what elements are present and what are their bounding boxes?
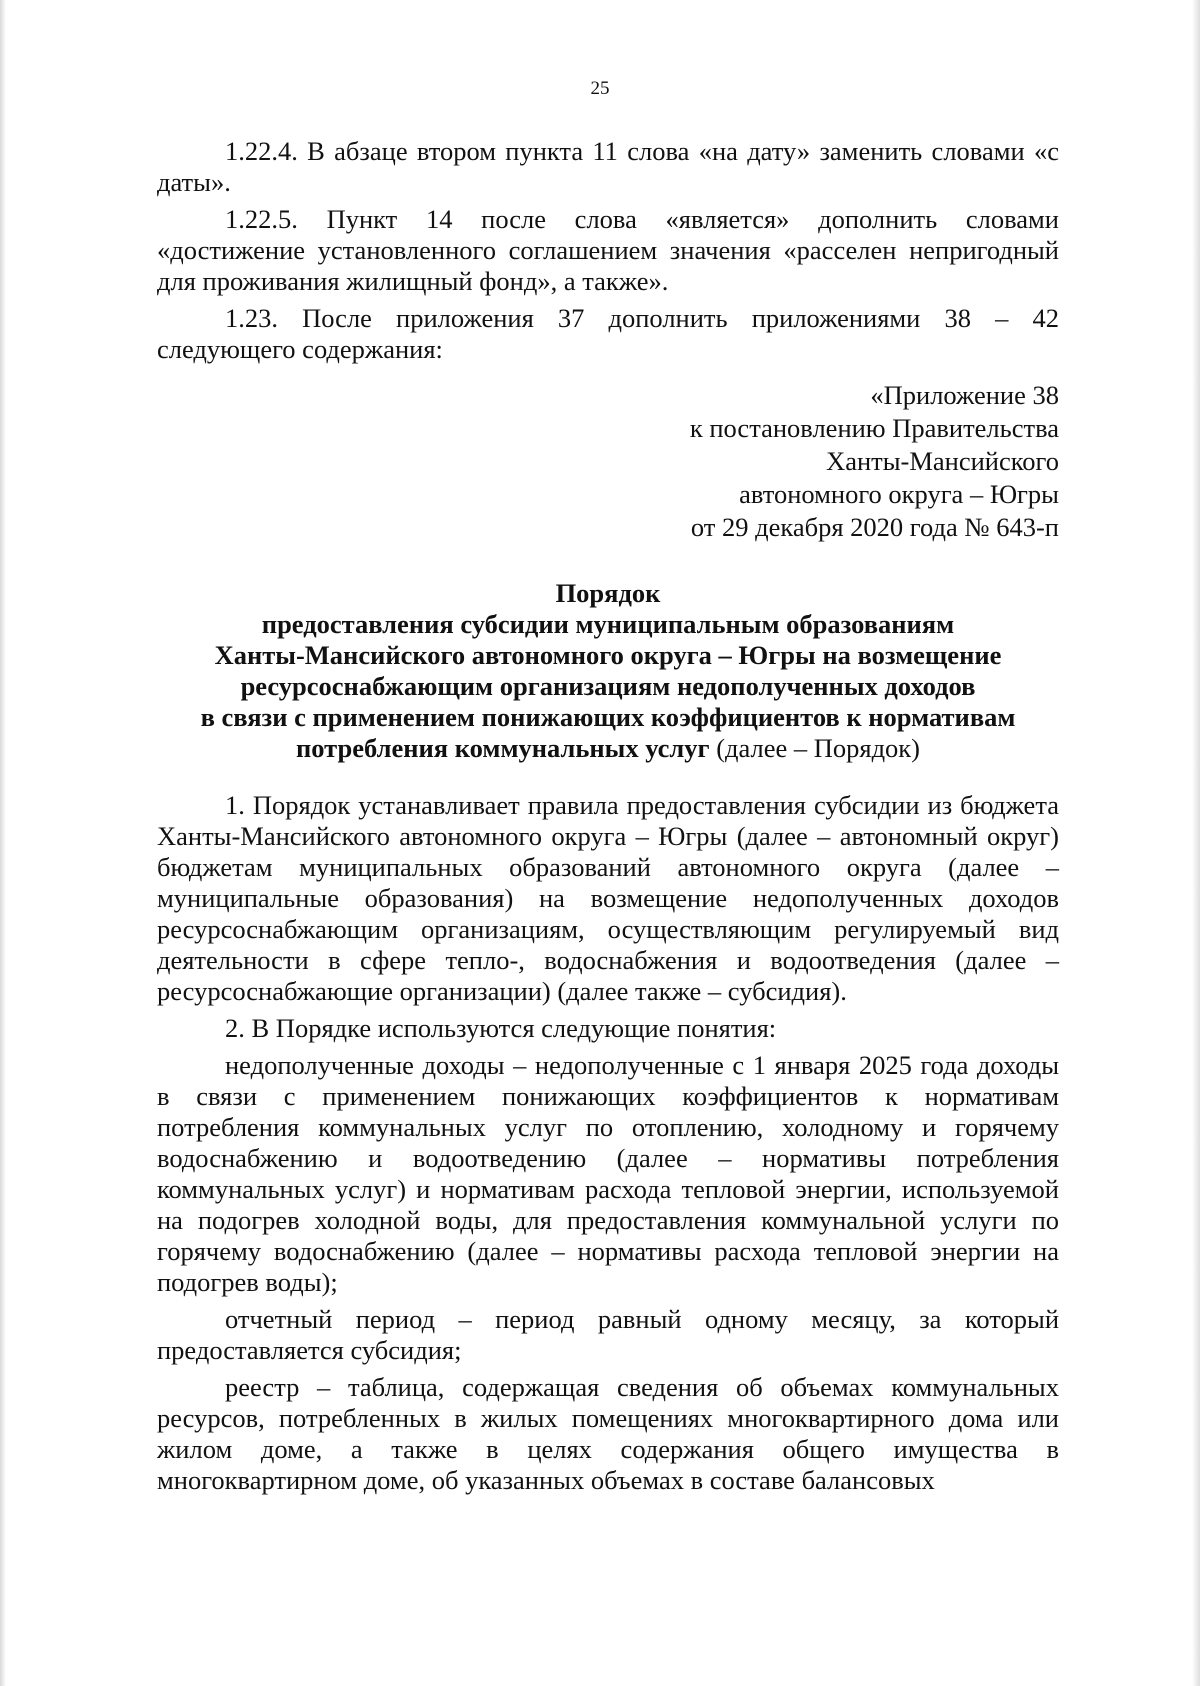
scan-edge-right <box>1192 0 1200 1686</box>
paragraph-1-23: 1.23. После приложения 37 дополнить приложениями 38 – 42 следующего содержания: <box>157 303 1059 364</box>
definition-registry: реестр – таблица, содержащая сведения об объемах коммунальных ресурсов, потребленных в жилых помещениях многоквартирного дома или жилом доме, а также в целях содержания общего имущества в многоквартирном доме, об указанных объемах в составе балансовых <box>157 1372 1059 1495</box>
page-number: 25 <box>590 78 610 99</box>
appendix-line: автономного округа – Югры <box>739 479 1059 509</box>
appendix-line: Ханты-Мансийского <box>826 446 1059 476</box>
appendix-line: от 29 декабря 2020 года № 643-п <box>690 512 1059 542</box>
document-title <box>157 578 1059 764</box>
title-last-bold: потребления коммунальных услуг <box>296 733 710 763</box>
title-line: Ханты-Мансийского автономного округа – Югры на возмещение <box>214 640 1002 670</box>
scan-edge-left <box>0 0 6 1686</box>
title-last-line <box>157 733 1059 764</box>
title-line: в связи с применением понижающих коэффициентов к нормативам <box>200 702 1016 732</box>
title-line: ресурсоснабжающим организациям недополученных доходов <box>240 671 976 701</box>
appendix-line: «Приложение 38 <box>870 380 1059 410</box>
title-line: Порядок <box>555 578 661 608</box>
definition-lost-income: недополученные доходы – недополученные с 1 января 2025 года доходы в связи с применением понижающих коэффициентов к нормативам потребления коммунальных услуг по отоплению, холодному и горячему водоснабжению и водоотведению (далее – нормативы потребления коммунальных услуг) и нормативам расхода тепловой энергии, используемой на подогрев холодной воды, для предоставления коммунальной услуги по горячему водоснабжению (далее – нормативы расхода тепловой энергии на подогрев воды); <box>157 1050 1059 1297</box>
paragraph-1-22-4: 1.22.4. В абзаце втором пункта 11 слова «на дату» заменить словами «с даты». <box>157 136 1059 197</box>
appendix-header <box>157 379 1059 544</box>
title-last-normal: (далее – Порядок) <box>709 733 920 763</box>
paragraph-1: 1. Порядок устанавливает правила предоставления субсидии из бюджета Ханты-Мансийского автономного округа – Югры (далее – автономный округ) бюджетам муниципальных образований автономного округа (далее – муниципальные образования) на возмещение недополученных доходов ресурсоснабжающим организациям, осуществляющим регулируемый вид деятельности в сфере тепло-, водоснабжения и водоотведения (далее – ресурсоснабжающие организации) (далее также – субсидия). <box>157 790 1059 1006</box>
title-line: предоставления субсидии муниципальным образованиям <box>261 609 955 639</box>
paragraph-1-22-5: 1.22.5. Пункт 14 после слова «является» дополнить словами «достижение установленного соглашением значения «расселен непригодный для проживания жилищный фонд», а также». <box>157 204 1059 296</box>
definition-reporting-period: отчетный период – период равный одному месяцу, за который предоставляется субсидия; <box>157 1304 1059 1365</box>
paragraph-2: 2. В Порядке используются следующие понятия: <box>225 1013 777 1043</box>
document-body <box>157 136 1059 1502</box>
appendix-line: к постановлению Правительства <box>689 413 1059 443</box>
